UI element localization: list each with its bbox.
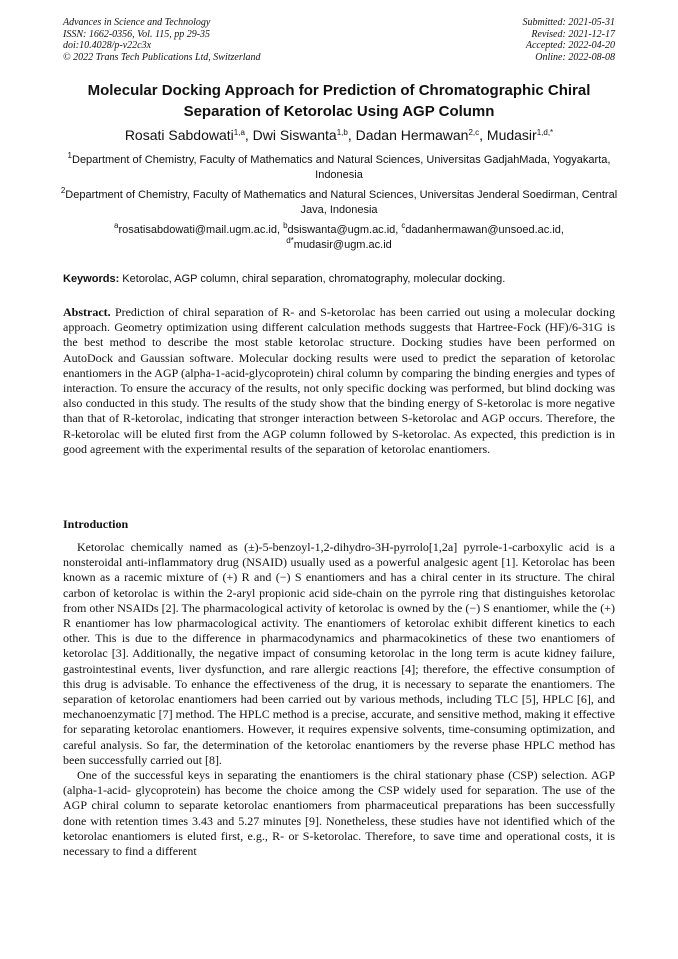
author-sup: 2,c [468, 128, 480, 137]
email-link[interactable]: dsiswanta@ugm.ac.id, [287, 224, 402, 236]
body-paragraph: Ketorolac chemically named as (±)-5-benzoyl-1,2-dihydro-3H-pyrrolo[1,2a] pyrrole-1-carboxylic acid is a nonsteroidal anti-inflammatory drug (NSAID) usually used as a powerful analgesic agent [1]. Ketorolac has been known as a racemic mixture of (+) R and (−) S enantiomers and has a chiral center in its structure. The chiral carbon of ketorolac is within the 2-aryl propionic acid side-chain on the pyrrole ring that distinguishes ketorolac from other NSAIDs [2]. The pharmacological activity of ketorolac is owned by the (−) S enantiomer, while the (+) R enantiomer has low pharmacological activity. The enantiomers of ketorolac exhibit different kinetics to each other. This is due to the difference in pharmacodynamics and pharmacokinetics of these two enantiomers of ketorolac [3]. Additionally, the negative impact of consuming ketorolac in the long term is acute kidney failure, gastrointestinal events, liver dysfunction, and rare allergic reactions [4]; therefore, the effective consumption of this drug is advisable. To enhance the effectiveness of the drug, it is necessary to separate the enantiomers. The separation of ketorolac enantiomers had been carried out by various methods, including TLC [5], HPLC [6], and mechanoenzymatic [7] method. The HPLC method is a precise, accurate, and sensitive method, making it effective for separating ketorolac enantiomers. However, it requires expensive solvents, time-consuming optimization, and careful analysis. So far, the determination of the ketorolac enantiomers by the reverse phase HPLC method has been successfully carried out [8]. [63, 540, 615, 767]
author-sup: 1,a [233, 128, 245, 137]
author-separator: , [244, 127, 253, 143]
affiliation-text: Department of Chemistry, Faculty of Mathematics and Natural Sciences, Universitas GadjahMada, Yogyakarta, Indonesia [72, 154, 611, 181]
affiliation-1 [60, 153, 618, 183]
journal-header [63, 17, 261, 63]
affiliation-text: Department of Chemistry, Faculty of Mathematics and Natural Sciences, Universitas Jenderal Soedirman, Central Java, Indonesia [65, 189, 618, 216]
journal-name: Advances in Science and Technology [63, 17, 211, 28]
author-list [40, 126, 638, 144]
introduction-body [63, 540, 615, 859]
abstract [63, 305, 615, 457]
submitted-date: Submitted: 2021-05-31 [522, 17, 615, 28]
email-link[interactable]: mudasir@ugm.ac.id [293, 239, 392, 251]
email-sup: a [114, 221, 119, 230]
body-paragraph: One of the successful keys in separating the enantiomers is the chiral stationary phase (CSP) selection. AGP (alpha-1-acid- glycoprotein) has become the choice among the CSP widely used for separation. The use of the AGP chiral column to separate ketorolac enantiomers from pharmaceutical preparations has been successfully done with retention times 3.43 and 5.27 minutes [9]. Nonetheless, these studies have not identified which of the ketorolac enantiomers is eluted first, e.g., R- or S-ketorolac. Therefore, to save time and operational costs, it is necessary to find a different [63, 768, 615, 859]
author-sup: 1,b [336, 128, 348, 137]
online-date: Online: 2022-08-08 [535, 51, 615, 63]
affiliation-sup: 1 [67, 151, 72, 160]
keywords-label: Keywords: [63, 273, 120, 285]
author-separator: , [347, 127, 356, 143]
paper-title: Molecular Docking Approach for Prediction of Chromatographic Chiral Separation of Ketorolac Using AGP Column [87, 82, 591, 120]
journal-doi[interactable]: doi:10.4028/p-v22c3x [63, 40, 152, 51]
email-link[interactable]: dadanhermawan@unsoed.ac.id, [405, 224, 564, 236]
section-heading: Introduction [63, 517, 129, 531]
revised-date: Revised: 2021-12-17 [531, 28, 615, 40]
accepted-date: Accepted: 2022-04-20 [525, 40, 615, 51]
journal-copyright: © 2022 Trans Tech Publications Ltd, Switzerland [63, 51, 261, 63]
journal-issn: ISSN: 1662-0356, Vol. 115, pp 29-35 [63, 28, 211, 40]
affiliation-sup: 2 [60, 186, 66, 195]
abstract-label: Abstract. [63, 305, 111, 319]
dates-header [523, 17, 616, 63]
author-sup: 1,d,* [536, 128, 554, 137]
email-link[interactable]: rosatisabdowati@mail.ugm.ac.id, [118, 224, 284, 236]
abstract-text: Prediction of chiral separation of R- and S-ketorolac has been carried out using a molecular docking approach. Geometry optimization using different calculation methods suggests that Hartree-Fock (HF)/6-31G is the best method to describe the most stable ketorolac structure. Docking studies have been performed on AutoDock and Gaussian software. Molecular docking results were used to predict the separation of ketorolac enantiomers in the AGP (alpha-1-acid-glycoprotein) chiral column by comparing the binding energies and types of interaction. To ensure the accuracy of the results, not only specific docking was performed, but blind docking was also conducted in this study. The results of the study show that the binding energy of S-ketorolac is more negative than that of R-ketorolac, indicating that stronger interaction between S-ketorolac and AGP occurs. Therefore, the R-ketorolac will be eluted first from the AGP column followed by S-ketorolac. As expected, this prediction is in good agreement with the experimental results of the separation of ketorolac enantiomers. [63, 305, 615, 456]
author-name: Dadan Hermawan [355, 127, 469, 143]
email-sup: c [401, 221, 406, 230]
keywords [63, 272, 615, 287]
author-separator: , [479, 127, 487, 143]
affiliation-2 [60, 188, 618, 218]
author-emails [60, 223, 618, 253]
author-name: Rosati Sabdowati [124, 127, 234, 143]
email-sup: b [283, 221, 288, 230]
keywords-text: Ketorolac, AGP column, chiral separation, chromatography, molecular docking. [119, 273, 506, 285]
author-name: Dwi Siswanta [252, 127, 337, 143]
email-sup: d* [286, 236, 294, 245]
author-name: Mudasir [486, 127, 537, 143]
